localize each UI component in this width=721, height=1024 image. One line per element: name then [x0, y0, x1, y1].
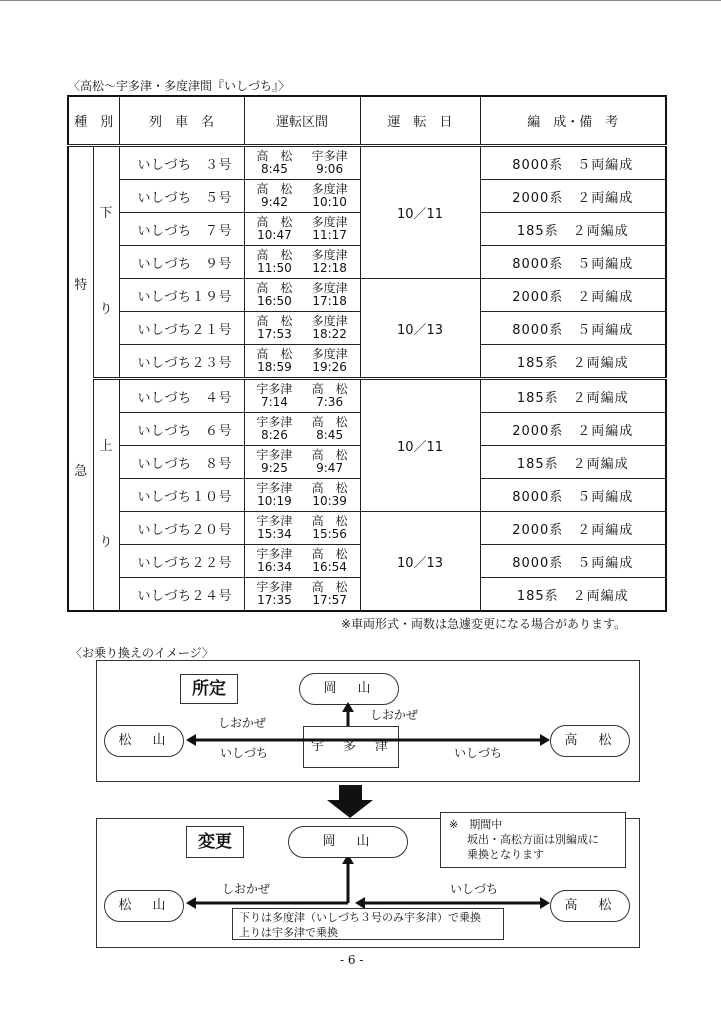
formation: 2000系 ２両編成: [480, 279, 666, 312]
departure-time: 16:34: [257, 560, 292, 574]
departure-time: 9:42: [260, 195, 288, 209]
operation-date: 10／13: [360, 279, 480, 379]
departure-time: 17:35: [257, 593, 292, 607]
type-label-bottom: 急: [74, 463, 88, 479]
label-ishizuchi-changed: いしづち: [450, 882, 499, 896]
train-name: いしづち２４号: [119, 578, 244, 612]
section-to: 多度津: [311, 314, 348, 328]
departure-time: 15:34: [257, 527, 292, 541]
station-utazu: 宇 多 津: [303, 726, 399, 768]
operation-date: 10／13: [360, 512, 480, 612]
section-to: 多度津: [311, 281, 348, 295]
arrival-time: 17:57: [312, 593, 347, 607]
header-train-name: 列 車 名: [119, 96, 244, 146]
section-from: 高 松: [256, 215, 293, 229]
train-name: いしづち１９号: [119, 279, 244, 312]
diagram-normal-tag: 所定: [180, 674, 238, 704]
section-from: 宇多津: [256, 580, 293, 594]
period-note-line-2: 坂出・高松方面は別編成に: [467, 833, 599, 846]
section-to: 多度津: [311, 182, 348, 196]
formation: 185系 ２両編成: [480, 379, 666, 413]
period-note-box: [440, 812, 626, 868]
transfer-note-line-2: 上りは宇多津で乗換: [239, 926, 338, 939]
period-note-line-1: ※ 期間中: [449, 818, 503, 831]
section-from: 宇多津: [256, 382, 293, 396]
section-from: 高 松: [256, 149, 293, 163]
departure-time: 11:50: [257, 261, 292, 275]
train-name: いしづち２０号: [119, 512, 244, 545]
arrowhead-up-normal: [342, 702, 354, 712]
header-type: 種 別: [68, 96, 119, 146]
header-section: 運転区間: [244, 96, 360, 146]
arrowhead-left: [186, 734, 196, 746]
arrival-time: 15:56: [312, 527, 347, 541]
section-from: 宇多津: [256, 481, 293, 495]
label-ishizuchi-right: いしづち: [454, 746, 503, 760]
formation: 8000系 ５両編成: [480, 545, 666, 578]
type-label-top: 特: [74, 277, 88, 293]
departure-time: 16:50: [257, 294, 292, 308]
arrival-time: 12:18: [312, 261, 347, 275]
arrival-time: 8:45: [316, 428, 344, 442]
formation: 185系 ２両編成: [480, 345, 666, 379]
period-note-line-3: 乗換となります: [467, 848, 544, 861]
section-from: 高 松: [256, 248, 293, 262]
direction-down-2: り: [99, 302, 113, 317]
label-shiokaze-changed: しおかぜ: [222, 882, 271, 896]
station-matsuyama: 松 山: [104, 725, 184, 757]
formation: 185系 ２両編成: [480, 213, 666, 246]
operation-date: 10／11: [360, 379, 480, 512]
direction-up-1: 上: [99, 439, 113, 455]
label-shiokaze-left: しおかぜ: [218, 716, 267, 730]
section-from: 高 松: [256, 347, 293, 361]
table-note: ※車両形式・両数は急遽変更になる場合があります。: [341, 617, 627, 631]
section-to: 高 松: [311, 382, 348, 396]
departure-time: 18:59: [257, 360, 292, 374]
arrival-time: 18:22: [312, 327, 347, 341]
section-from: 宇多津: [256, 547, 293, 561]
departure-time: 8:45: [260, 162, 288, 176]
section-from: 宇多津: [256, 448, 293, 462]
formation: 2000系 ２両編成: [480, 180, 666, 213]
arrival-time: 19:26: [312, 360, 347, 374]
diagram-changed-tag: 変更: [186, 826, 244, 858]
direction-down-1: 下: [99, 206, 113, 222]
train-name: いしづち ８号: [119, 446, 244, 479]
section-to: 多度津: [311, 248, 348, 262]
section-from: 高 松: [256, 314, 293, 328]
station-takamatsu-changed: 高 松: [550, 890, 630, 922]
section-from: 高 松: [256, 281, 293, 295]
section-to: 高 松: [311, 580, 348, 594]
train-name: いしづち１０号: [119, 479, 244, 512]
formation: 2000系 ２両編成: [480, 512, 666, 545]
section-from: 宇多津: [256, 415, 293, 429]
section-to: 多度津: [311, 215, 348, 229]
arrowhead-right: [540, 734, 550, 746]
transfer-caption: 〈お乗り換えのイメージ〉: [70, 646, 214, 660]
operation-date: 10／11: [360, 146, 480, 279]
formation: 8000系 ５両編成: [480, 146, 666, 180]
transfer-note-line-1: 下りは多度津（いしづち３号のみ宇多津）で乗換: [239, 911, 481, 924]
train-name: いしづち２３号: [119, 345, 244, 379]
departure-time: 7:14: [260, 395, 288, 409]
section-to: 高 松: [311, 547, 348, 561]
departure-time: 8:26: [260, 428, 288, 442]
departure-time: 17:53: [257, 327, 292, 341]
arrival-time: 7:36: [316, 395, 344, 409]
train-name: いしづち ４号: [119, 379, 244, 413]
formation: 185系 ２両編成: [480, 578, 666, 612]
section-to: 宇多津: [311, 149, 348, 163]
section-from: 高 松: [256, 182, 293, 196]
label-shiokaze-up: しおかぜ: [370, 708, 419, 722]
station-okayama-changed: 岡 山: [288, 826, 408, 858]
train-name: いしづち２１号: [119, 312, 244, 345]
timetable-caption: 〈高松～宇多津・多度津間『いしづち』〉: [68, 79, 291, 93]
page-number: - 6 -: [340, 953, 364, 967]
station-matsuyama-changed: 松 山: [104, 890, 184, 922]
formation: 8000系 ５両編成: [480, 479, 666, 512]
train-name: いしづち２２号: [119, 545, 244, 578]
departure-time: 10:47: [257, 228, 292, 242]
formation: 185系 ２両編成: [480, 446, 666, 479]
section-to: 高 松: [311, 415, 348, 429]
section-from: 宇多津: [256, 514, 293, 528]
formation: 2000系 ２両編成: [480, 413, 666, 446]
train-name: いしづち ７号: [119, 213, 244, 246]
station-takamatsu: 高 松: [550, 725, 630, 757]
departure-time: 10:19: [257, 494, 292, 508]
train-name: いしづち ５号: [119, 180, 244, 213]
train-name: いしづち ６号: [119, 413, 244, 446]
arrival-time: 9:47: [316, 461, 344, 475]
formation: 8000系 ５両編成: [480, 312, 666, 345]
arrival-time: 10:10: [312, 195, 347, 209]
section-to: 高 松: [311, 514, 348, 528]
section-to: 高 松: [311, 481, 348, 495]
header-operation-day: 運 転 日: [360, 96, 480, 146]
train-name: いしづち ３号: [119, 146, 244, 180]
arrival-time: 10:39: [312, 494, 347, 508]
departure-time: 9:25: [260, 461, 288, 475]
arrival-time: 9:06: [316, 162, 344, 176]
section-to: 多度津: [311, 347, 348, 361]
arrival-time: 16:54: [312, 560, 347, 574]
train-name: いしづち ９号: [119, 246, 244, 279]
transfer-note-box: [232, 908, 504, 940]
arrival-time: 11:17: [312, 228, 347, 242]
transition-arrow: [327, 785, 373, 818]
arrival-time: 17:18: [312, 294, 347, 308]
direction-up-2: り: [99, 535, 113, 550]
label-ishizuchi-left: いしづち: [220, 746, 269, 760]
formation: 8000系 ５両編成: [480, 246, 666, 279]
station-okayama: 岡 山: [299, 673, 399, 705]
section-to: 高 松: [311, 448, 348, 462]
header-formation: 編 成・備 考: [480, 96, 666, 146]
